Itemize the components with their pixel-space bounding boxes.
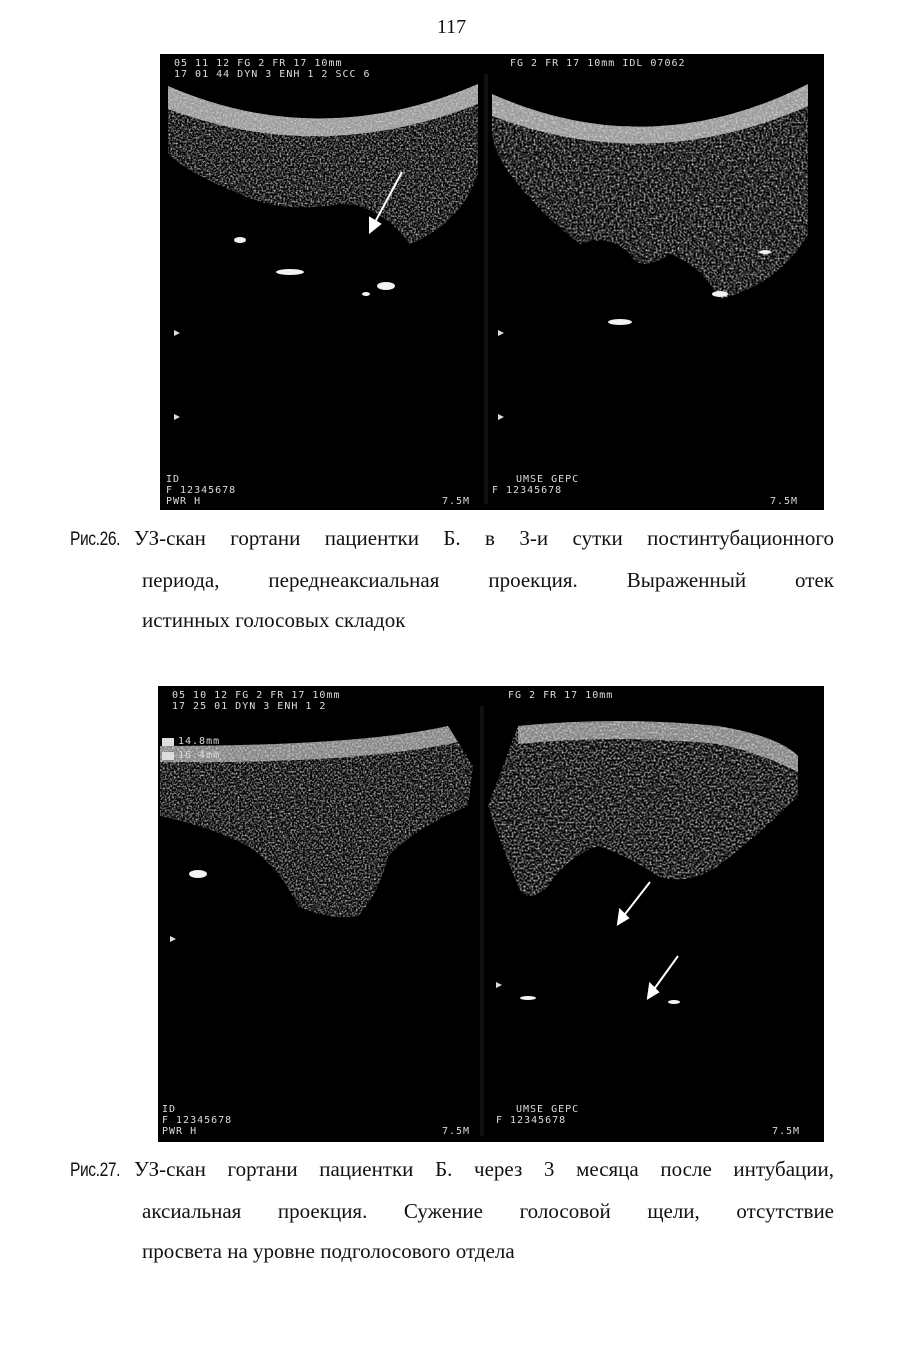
caption-27-line-3: просвета на уровне подголосового отдела bbox=[142, 1239, 515, 1263]
scan-footer-pwr: PWR H bbox=[162, 1126, 198, 1137]
scan-depth-left: 7.5M bbox=[442, 496, 471, 507]
caption-27-line-2: аксиальная проекция. Сужение голосовой щели, отсутствие bbox=[142, 1199, 834, 1223]
pointer-arrows-27 bbox=[618, 882, 678, 998]
figure-label-27: Рис.27. bbox=[70, 1160, 121, 1181]
scan-header-right: FG 2 FR 17 10mm bbox=[508, 690, 614, 701]
ultrasound-scan-figure-26 bbox=[160, 54, 824, 510]
caption-27-line-1: УЗ-скан гортани пациентки Б. через 3 месяца после интубации, bbox=[134, 1157, 834, 1181]
scan-header-left: 05 11 12 FG 2 FR 17 10mm bbox=[174, 58, 343, 69]
tissue-left-26 bbox=[168, 84, 478, 244]
scan-footer-right-f: F 12345678 bbox=[492, 485, 563, 496]
scan-footer-f: F 12345678 bbox=[162, 1115, 233, 1126]
caption-26-line-1: УЗ-скан гортани пациентки Б. в 3-и сутки постинтубационного bbox=[134, 526, 834, 550]
scan-header-right: FG 2 FR 17 10mm IDL 07062 bbox=[510, 58, 686, 69]
scan-header-left-2: 17 25 01 DYN 3 ENH 1 2 bbox=[172, 701, 327, 712]
scan-footer-id: ID bbox=[166, 474, 181, 485]
caliper-measurement-2: 16.4mm bbox=[178, 750, 221, 761]
ultrasound-image-26 bbox=[160, 54, 824, 510]
page-number: 117 bbox=[436, 16, 467, 38]
scan-footer-right: UMSE GEPC bbox=[516, 474, 580, 485]
caption-26-line-3: истинных голосовых складок bbox=[142, 608, 406, 632]
tissue-right-27 bbox=[488, 721, 798, 896]
depth-markers-26 bbox=[174, 330, 504, 420]
ultrasound-scan-figure-27 bbox=[158, 686, 824, 1142]
scan-footer-right-f: F 12345678 bbox=[496, 1115, 567, 1126]
depth-markers-27 bbox=[170, 936, 502, 988]
echo-spots-27 bbox=[189, 870, 680, 1004]
scan-depth-right: 7.5M bbox=[772, 1126, 801, 1137]
ultrasound-image-27 bbox=[158, 686, 824, 1142]
caliper-measurement-1: 14.8mm bbox=[178, 736, 221, 747]
scan-depth-left: 7.5M bbox=[442, 1126, 471, 1137]
tissue-right-26 bbox=[492, 84, 808, 299]
scan-header-left: 05 10 12 FG 2 FR 17 10mm bbox=[172, 690, 341, 701]
scan-footer-right: UMSE GEPC bbox=[516, 1104, 580, 1115]
scan-footer-id: ID bbox=[162, 1104, 177, 1115]
figure-caption-26 bbox=[70, 518, 834, 640]
scan-footer-f: F 12345678 bbox=[166, 485, 237, 496]
figure-caption-27 bbox=[70, 1149, 834, 1271]
scan-footer-pwr: PWR H bbox=[166, 496, 202, 507]
scan-depth-right: 7.5M bbox=[770, 496, 799, 507]
caption-26-line-2: периода, переднеаксиальная проекция. Выраженный отек bbox=[142, 568, 834, 592]
figure-label-26: Рис.26. bbox=[70, 529, 121, 550]
scan-header-left-2: 17 01 44 DYN 3 ENH 1 2 SCC 6 bbox=[174, 69, 371, 80]
